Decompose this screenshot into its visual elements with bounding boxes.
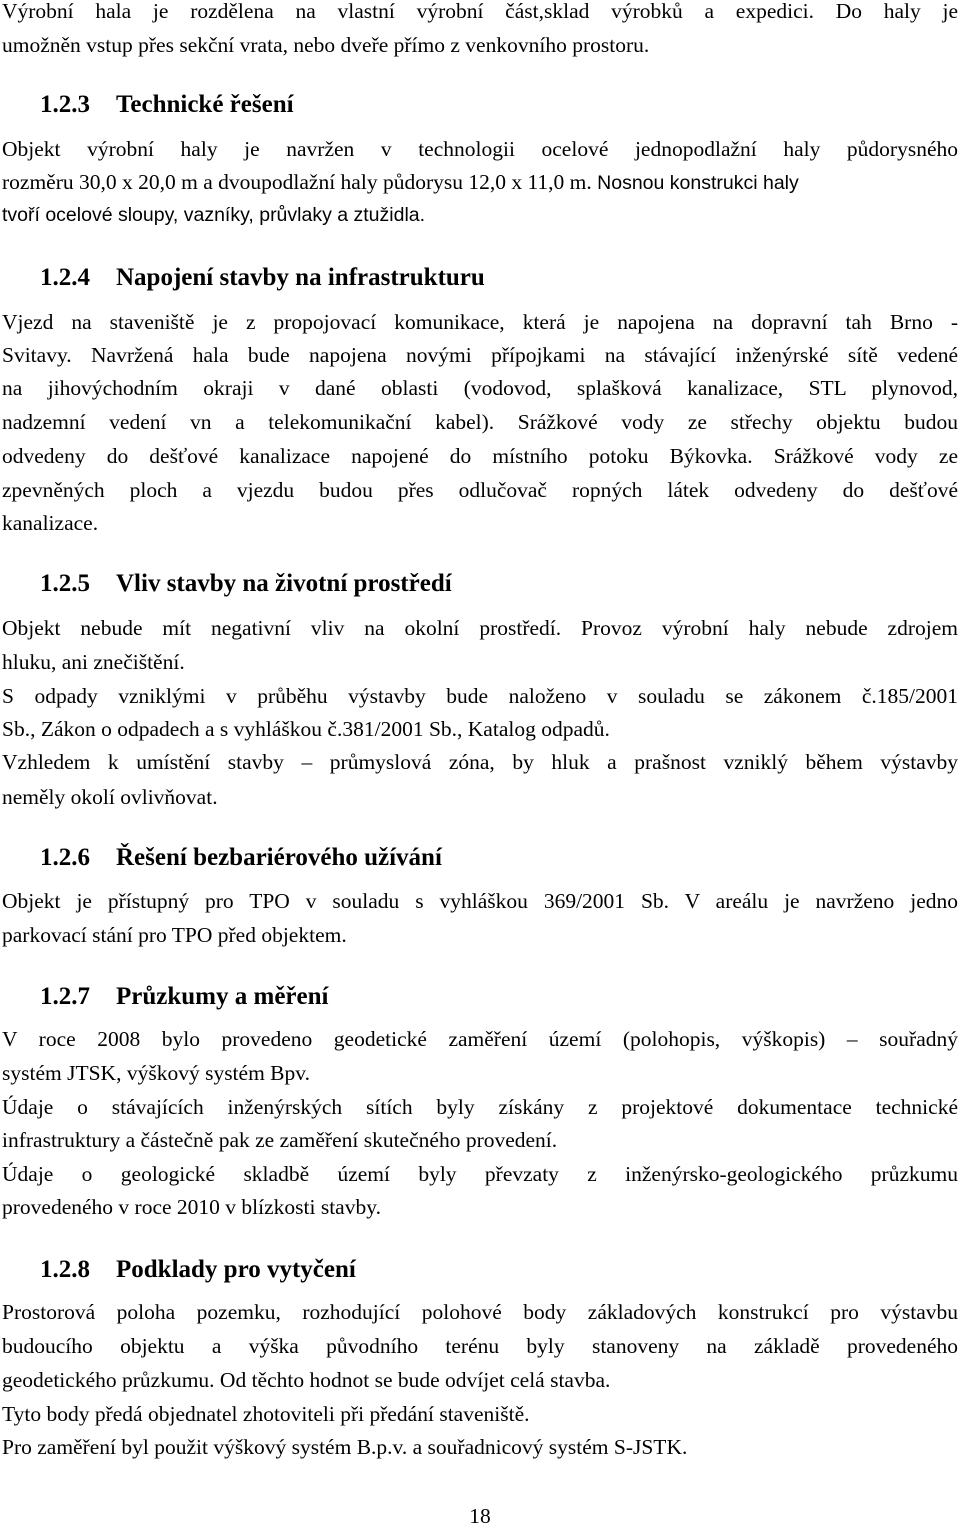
paragraph-line: neměly okolí ovlivňovat. [2,785,218,809]
section-number: 1.2.4 [40,264,90,291]
paragraph-line: hluku, ani znečištění. [2,650,185,674]
section-heading [40,569,452,599]
line-part: Nosnou konstrukci haly [597,172,799,194]
paragraph-line: zpevněných ploch a vjezdu budou přes odlučovač ropných látek odvedeny do dešťové [2,478,958,502]
section-title: Řešení bezbariérového užívání [116,844,442,871]
paragraph-line: na jihovýchodním okraji v dané oblasti (vodovod, splašková kanalizace, STL plynovod, [2,376,958,400]
paragraph-line: systém JTSK, výškový systém Bpv. [2,1061,310,1085]
section-title: Napojení stavby na infrastrukturu [116,264,485,291]
paragraph-line: Objekt nebude mít negativní vliv na okolní prostředí. Provoz výrobní haly nebude zdrojem [2,616,958,640]
paragraph-line: Vzhledem k umístění stavby – průmyslová zóna, by hluk a prašnost vzniklý během výstavby [2,750,958,774]
section-number: 1.2.5 [40,570,90,597]
intro-line: Výrobní hala je rozdělena na vlastní výrobní část,sklad výrobků a expedici. Do haly je [2,0,958,23]
section-heading [40,90,294,120]
paragraph-line: kanalizace. [2,511,99,535]
section-number: 1.2.3 [40,91,90,118]
paragraph-line: provedeného v roce 2010 v blízkosti stavby. [2,1195,381,1219]
line-part: rozměru 30,0 x 20,0 m a dvoupodlažní haly půdorysu 12,0 x 11,0 m. [2,170,598,194]
page-number: 18 [469,1504,491,1528]
section-heading [40,843,442,873]
paragraph-line: Objekt je přístupný pro TPO v souladu s vyhláškou 369/2001 Sb. V areálu je navrženo jedno [2,889,958,913]
section-title: Průzkumy a měření [116,983,329,1010]
paragraph-line: S odpady vzniklými v průběhu výstavby bude naloženo v souladu se zákonem č.185/2001 [2,684,958,708]
paragraph-line: Svitavy. Navržená hala bude napojena novými přípojkami na stávající inženýrské sítě vedené [2,343,958,367]
section-number: 1.2.6 [40,844,90,871]
paragraph-line: geodetického průzkumu. Od těchto hodnot se bude odvíjet celá stavba. [2,1368,611,1392]
paragraph-line: budoucího objektu a výška původního terénu byly stanoveny na základě provedeného [2,1334,958,1358]
paragraph-line: V roce 2008 bylo provedeno geodetické zaměření území (polohopis, výškopis) – souřadný [2,1027,958,1051]
intro-line: umožněn vstup přes sekční vrata, nebo dveře přímo z venkovního prostoru. [2,33,650,57]
paragraph-line: Pro zaměření byl použit výškový systém B.p.v. a souřadnicový systém S-JSTK. [2,1435,688,1459]
section-number: 1.2.7 [40,983,90,1010]
paragraph-line: parkovací stání pro TPO před objektem. [2,923,347,947]
paragraph-line: nadzemní vedení vn a telekomunikační kabel). Srážkové vody ze střechy objektu budou [2,410,958,434]
paragraph-line: Sb., Zákon o odpadech a s vyhláškou č.381/2001 Sb., Katalog odpadů. [2,717,610,741]
paragraph-line [2,169,958,195]
paragraph-line: odvedeny do dešťové kanalizace napojené do místního potoku Býkovka. Srážkové vody ze [2,444,958,468]
paragraph-line: Údaje o geologické skladbě území byly převzaty z inženýrsko-geologického průzkumu [2,1162,958,1186]
paragraph-line: Vjezd na staveniště je z propojovací komunikace, která je napojena na dopravní tah Brno - [2,310,958,334]
paragraph-line: infrastruktury a částečně pak ze zaměření skutečného provedení. [2,1128,558,1152]
paragraph-line: tvoří ocelové sloupy, vazníky, průvlaky a ztužidla. [2,204,426,226]
paragraph-line: Objekt výrobní haly je navržen v technologii ocelové jednopodlažní haly půdorysného [2,137,958,161]
section-title: Podklady pro vytyčení [116,1256,356,1283]
section-title: Vliv stavby na životní prostředí [116,570,452,597]
section-heading [40,1255,356,1285]
paragraph-line: Prostorová poloha pozemku, rozhodující polohové body základových konstrukcí pro výstavbu [2,1300,958,1324]
section-title: Technické řešení [116,91,294,118]
paragraph-line: Tyto body předá objednatel zhotoviteli při předání staveniště. [2,1402,530,1426]
section-heading [40,263,485,293]
section-heading [40,982,328,1012]
section-number: 1.2.8 [40,1256,90,1283]
paragraph-line: Údaje o stávajících inženýrských sítích byly získány z projektové dokumentace technické [2,1095,958,1119]
